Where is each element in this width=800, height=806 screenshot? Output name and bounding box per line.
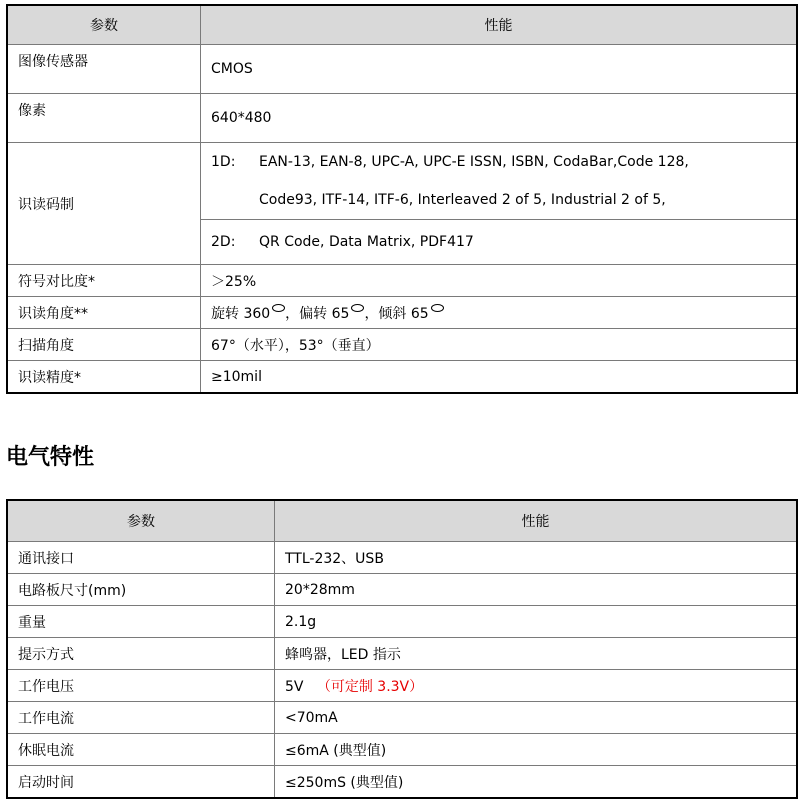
- row-value: ＞25%: [201, 265, 798, 297]
- row-label: 休眠电流: [7, 734, 275, 766]
- row-label: 启动时间: [7, 766, 275, 799]
- row-label: 识读精度*: [7, 361, 201, 394]
- codes-2d: QR Code, Data Matrix, PDF417: [259, 234, 474, 250]
- degree-icon: [272, 304, 285, 312]
- row-label: 电路板尺寸(mm): [7, 574, 275, 606]
- symbologies-2d: [201, 220, 798, 265]
- rotate-text: 旋转 360: [211, 305, 271, 322]
- tilt-text: ，偏转 65: [285, 305, 350, 322]
- row-value: ≤250mS (典型值): [275, 766, 798, 799]
- degree-icon: [431, 304, 444, 312]
- electrical-spec-table: [6, 499, 798, 799]
- row-value: 20*28mm: [275, 574, 798, 606]
- skew-text: ，倾斜 65: [364, 305, 429, 322]
- row-label: 扫描角度: [7, 329, 201, 361]
- row-label: 图像传感器: [7, 45, 201, 94]
- row-value-voltage: [275, 670, 798, 702]
- symbologies-1d: [201, 143, 798, 220]
- label-2d: 2D:: [211, 234, 236, 250]
- row-value: <70mA: [275, 702, 798, 734]
- row-label-symbologies: 识读码制: [7, 143, 201, 265]
- voltage-note: （可定制 3.3V）: [316, 678, 424, 695]
- row-label: 提示方式: [7, 638, 275, 670]
- row-value: 2.1g: [275, 606, 798, 638]
- row-label: 符号对比度*: [7, 265, 201, 297]
- degree-icon: [351, 304, 364, 312]
- row-value: TTL-232、USB: [275, 542, 798, 574]
- row-label: 工作电流: [7, 702, 275, 734]
- codes-1d-line1: EAN-13, EAN-8, UPC-A, UPC-E ISSN, ISBN, CodaBar,Code 128,: [259, 154, 689, 170]
- row-label: 工作电压: [7, 670, 275, 702]
- row-value: 蜂鸣器，LED 指示: [275, 638, 798, 670]
- header-performance: 性能: [201, 5, 798, 45]
- header-param: 参数: [7, 500, 275, 542]
- row-label: 像素: [7, 94, 201, 143]
- row-value: CMOS: [201, 45, 798, 94]
- row-value: ≥10mil: [201, 361, 798, 394]
- codes-1d-line2: Code93, ITF-14, ITF-6, Interleaved 2 of 5, Industrial 2 of 5,: [259, 192, 666, 208]
- row-value: 640*480: [201, 94, 798, 143]
- row-value: ≤6mA (典型值): [275, 734, 798, 766]
- row-label: 通讯接口: [7, 542, 275, 574]
- header-performance: 性能: [275, 500, 798, 542]
- voltage-value: 5V: [285, 678, 304, 695]
- row-value: 67°（水平），53°（垂直）: [201, 329, 798, 361]
- optical-spec-table: [6, 4, 798, 394]
- row-label: 识读角度**: [7, 297, 201, 329]
- section-title: 电气特性: [6, 445, 95, 470]
- row-label: 重量: [7, 606, 275, 638]
- row-value-angles: [201, 297, 798, 329]
- label-1d: 1D:: [211, 154, 236, 170]
- header-param: 参数: [7, 5, 201, 45]
